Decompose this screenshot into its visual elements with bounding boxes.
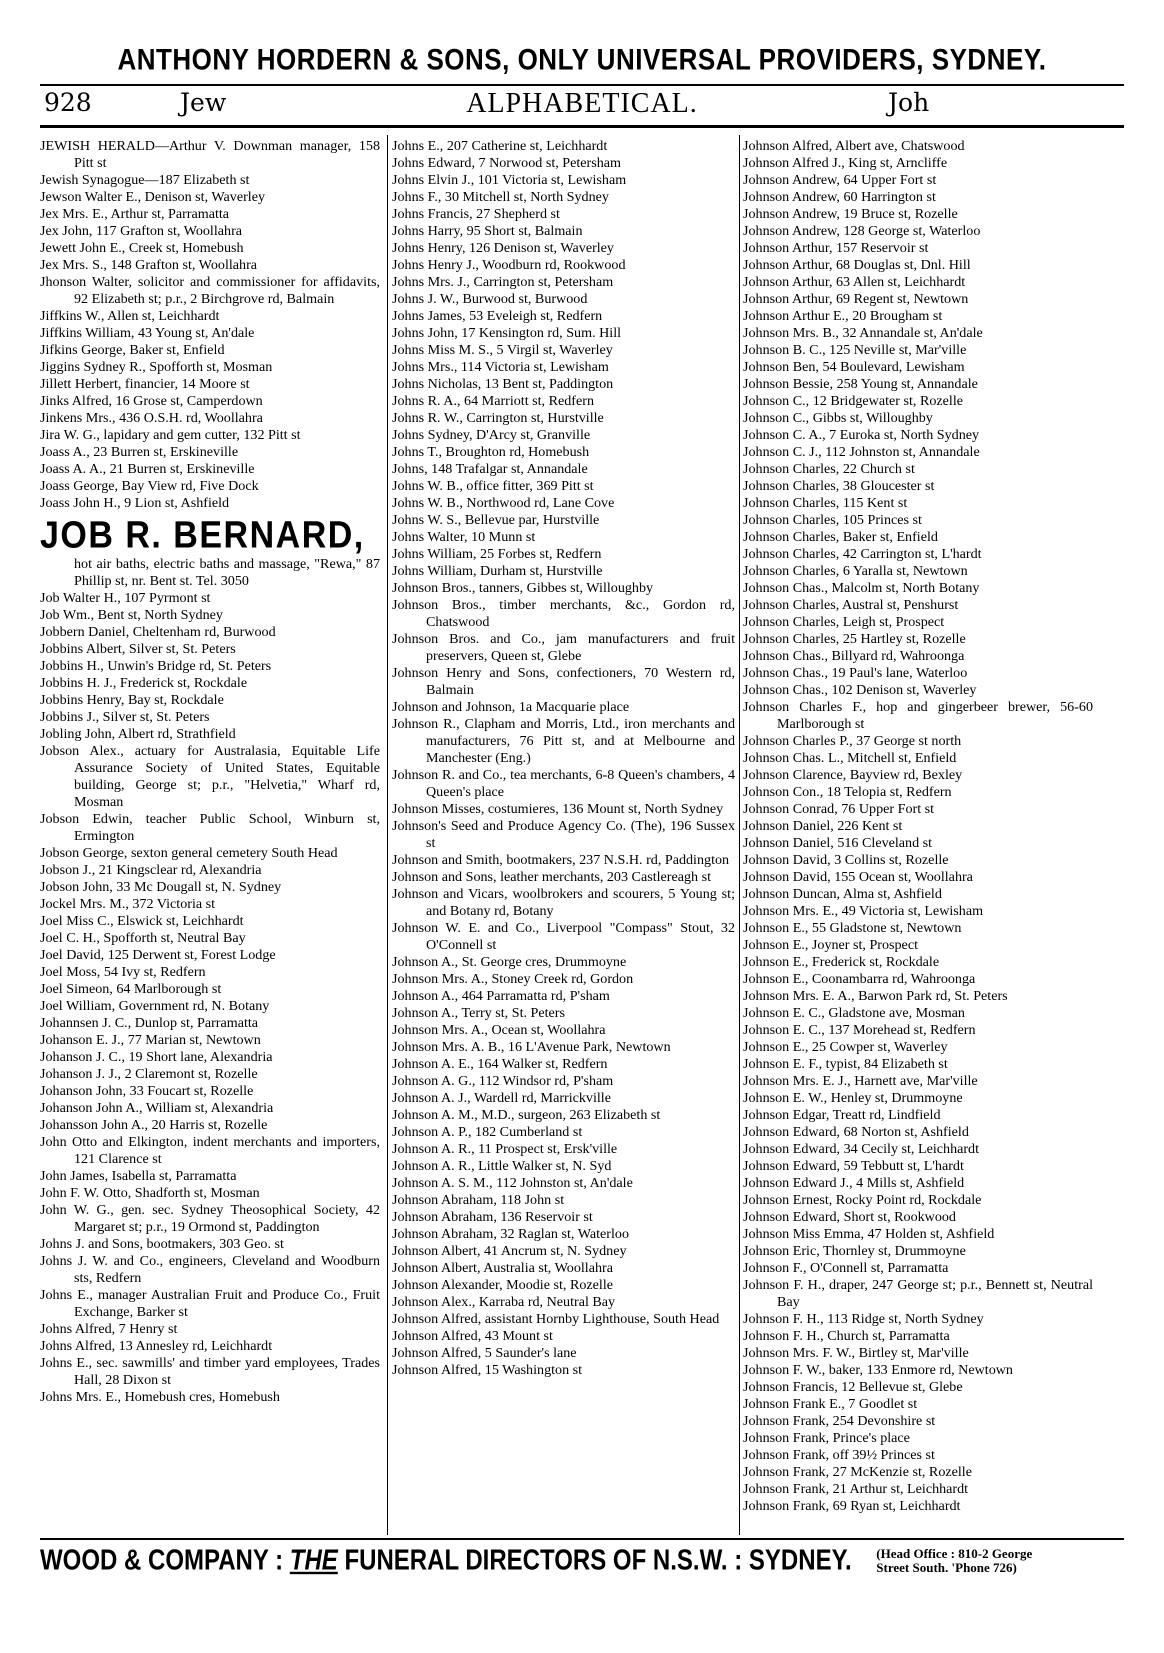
directory-entry: Johnson A., 464 Parramatta rd, P'sham <box>392 988 610 1004</box>
directory-entry: Johnson Edgar, Treatt rd, Lindfield <box>743 1107 941 1123</box>
directory-entry: Jira W. G., lapidary and gem cutter, 132 Pitt st <box>40 427 301 443</box>
directory-entry: Johnson Bros., tanners, Gibbes st, Willoughby <box>392 580 654 596</box>
directory-entry: Johns J. W., Burwood st, Burwood <box>392 291 588 307</box>
directory-entry: Johnson Daniel, 226 Kent st <box>743 818 903 834</box>
directory-entry: Johns Harry, 95 Short st, Balmain <box>392 223 583 239</box>
advert-banner: ANTHONY HORDERN & SONS, ONLY UNIVERSAL PROVIDERS, SYDNEY. <box>117 41 1047 77</box>
footer-office-line-1: (Head Office : 810-2 George <box>876 1545 1033 1561</box>
directory-entry: Johnson Bessie, 258 Young st, Annandale <box>743 376 978 392</box>
directory-entry: Johns E., sec. sawmills' and timber yard employees, Trades Hall, 28 Dixon st <box>40 1355 380 1388</box>
directory-entry: Johnson Albert, Australia st, Woollahra <box>392 1260 613 1276</box>
directory-entry: Johnson Henry and Sons, confectioners, 70 Western rd, Balmain <box>392 665 735 698</box>
directory-entry: Joel Miss C., Elswick st, Leichhardt <box>40 913 244 929</box>
directory-entry: Johnson E., Frederick st, Rockdale <box>743 954 940 970</box>
directory-entry: Johnson Mrs. F. W., Birtley st, Mar'ville <box>743 1345 969 1361</box>
directory-entry: Johnson's Seed and Produce Agency Co. (The), 196 Sussex st <box>392 818 735 851</box>
directory-entry: Johnson C. J., 112 Johnston st, Annandale <box>743 444 980 460</box>
directory-entry: Johnson Charles, 115 Kent st <box>743 495 908 511</box>
directory-entry: Johnson Chas., 102 Denison st, Waverley <box>743 682 977 698</box>
directory-entry: Johnson A. M., M.D., surgeon, 263 Elizabeth st <box>392 1107 661 1123</box>
directory-entry: Johnson Abraham, 118 John st <box>392 1192 565 1208</box>
directory-entry: Johnson Frank, Prince's place <box>743 1430 910 1446</box>
directory-entry: Johnson Alfred J., King st, Arncliffe <box>743 155 948 171</box>
directory-entry: Johnson A. E., 164 Walker st, Redfern <box>392 1056 608 1072</box>
directory-entry: Johnson Mrs. A., Ocean st, Woollahra <box>392 1022 606 1038</box>
directory-entry: Johnson E. W., Henley st, Drummoyne <box>743 1090 963 1106</box>
directory-entry: Joel Moss, 54 Ivy st, Redfern <box>40 964 206 980</box>
directory-entry: Johanson J. C., 19 Short lane, Alexandria <box>40 1049 273 1065</box>
directory-entry: Johns William, 25 Forbes st, Redfern <box>392 546 602 562</box>
directory-entry: Johannsen J. C., Dunlop st, Parramatta <box>40 1015 259 1031</box>
directory-entry: Johns Nicholas, 13 Bent st, Paddington <box>392 376 614 392</box>
directory-entry: Joass A., 23 Burren st, Erskineville <box>40 444 239 460</box>
directory-entry: Johnson A. P., 182 Cumberland st <box>392 1124 583 1140</box>
directory-entry: Johnson R. and Co., tea merchants, 6-8 Queen's chambers, 4 Queen's place <box>392 767 735 800</box>
directory-entry: John W. G., gen. sec. Sydney Theosophical Society, 42 Margaret st; p.r., 19 Ormond st, Paddington <box>40 1202 380 1235</box>
directory-entry: Johnson A. J., Wardell rd, Marrickville <box>392 1090 611 1106</box>
directory-entry: Johnson Charles, 105 Princes st <box>743 512 922 528</box>
directory-entry: Johnson David, 155 Ocean st, Woollahra <box>743 869 973 885</box>
directory-entry: Jex John, 117 Grafton st, Woollahra <box>40 223 243 239</box>
directory-entry: Johns Alfred, 7 Henry st <box>40 1321 178 1337</box>
directory-entry: Johnson A. G., 112 Windsor rd, P'sham <box>392 1073 614 1089</box>
directory-entry: Johnson F. H., draper, 247 George st; p.r., Bennett st, Neutral Bay <box>743 1277 1093 1310</box>
directory-entry: Johnson Frank, 69 Ryan st, Leichhardt <box>743 1498 961 1514</box>
directory-entry: Johnson C. A., 7 Euroka st, North Sydney <box>743 427 980 443</box>
directory-entry: Jewish Synagogue—187 Elizabeth st <box>40 172 250 188</box>
directory-entry: Johnson Frank, 254 Devonshire st <box>743 1413 936 1429</box>
directory-entry: Johnson and Sons, leather merchants, 203 Castlereagh st <box>392 869 712 885</box>
directory-entry: Johnson Edward, 68 Norton st, Ashfield <box>743 1124 969 1140</box>
footer-rule <box>40 1538 1124 1540</box>
directory-entry: Johnson Alfred, assistant Hornby Lighthouse, South Head <box>392 1311 720 1327</box>
directory-entry: Johnson Mrs. A. B., 16 L'Avenue Park, Newtown <box>392 1039 671 1055</box>
directory-entry: Johnson F. W., baker, 133 Enmore rd, Newtown <box>743 1362 1013 1378</box>
directory-entry: Johns Francis, 27 Shepherd st <box>392 206 560 222</box>
directory-entry: Jobbins H. J., Frederick st, Rockdale <box>40 675 248 691</box>
directory-entry: Johnson A. R., Little Walker st, N. Syd <box>392 1158 612 1174</box>
column-1 <box>40 138 380 1536</box>
directory-entry: Jewett John E., Creek st, Homebush <box>40 240 244 256</box>
directory-entry: Johnson Conrad, 76 Upper Fort st <box>743 801 935 817</box>
directory-entry: Johnson C., 12 Bridgewater st, Rozelle <box>743 393 963 409</box>
directory-entry: Jinks Alfred, 16 Grose st, Camperdown <box>40 393 263 409</box>
directory-entry: Johnson B. C., 125 Neville st, Mar'ville <box>743 342 967 358</box>
footer-main-the: THE <box>289 1543 338 1577</box>
column-3 <box>743 138 1093 1536</box>
directory-entry: Johns Sydney, D'Arcy st, Granville <box>392 427 591 443</box>
directory-entry: Johnson E., Joyner st, Prospect <box>743 937 918 953</box>
directory-entry: Johnson Charles, Baker st, Enfield <box>743 529 938 545</box>
directory-entry: Johns Mrs. J., Carrington st, Petersham <box>392 274 614 290</box>
directory-entry: Jobbins H., Unwin's Bridge rd, St. Peters <box>40 658 272 674</box>
directory-entry: Johnson Mrs. B., 32 Annandale st, An'dale <box>743 325 983 341</box>
banner-rule <box>40 84 1124 86</box>
directory-entry: Johnson A. S. M., 112 Johnston st, An'dale <box>392 1175 633 1191</box>
directory-entry: Johanson John, 33 Foucart st, Rozelle <box>40 1083 254 1099</box>
directory-entry: Johns Mrs., 114 Victoria st, Lewisham <box>392 359 609 375</box>
directory-entry: Johnson Abraham, 136 Reservoir st <box>392 1209 593 1225</box>
directory-entry: Johnson Abraham, 32 Raglan st, Waterloo <box>392 1226 629 1242</box>
directory-entry: Jobson George, sexton general cemetery South Head <box>40 845 338 861</box>
directory-entry: Johnson Chas., 19 Paul's lane, Waterloo <box>743 665 968 681</box>
directory-entry: JEWISH HERALD—Arthur V. Downman manager, 158 Pitt st <box>40 138 380 171</box>
directory-entry: Johnson F., O'Connell st, Parramatta <box>743 1260 949 1276</box>
directory-entry: Johns E., manager Australian Fruit and Produce Co., Fruit Exchange, Barker st <box>40 1287 380 1320</box>
directory-entry: Johnson Clarence, Bayview rd, Bexley <box>743 767 963 783</box>
directory-entry: Jex Mrs. E., Arthur st, Parramatta <box>40 206 230 222</box>
directory-entry: Johnson Chas. L., Mitchell st, Enfield <box>743 750 957 766</box>
directory-entry: Johnson C., Gibbs st, Willoughby <box>743 410 933 426</box>
page-title: ALPHABETICAL. <box>466 88 698 119</box>
directory-entry: Joass John H., 9 Lion st, Ashfield <box>40 495 230 511</box>
directory-entry: Johnson Bros., timber merchants, &c., Gordon rd, Chatswood <box>392 597 735 630</box>
page-number: 928 <box>44 88 92 117</box>
display-advert-name: JOB R. BERNARD, <box>40 514 365 557</box>
directory-entry: Johnson Arthur, 157 Reservoir st <box>743 240 929 256</box>
directory-entry: John F. W. Otto, Shadforth st, Mosman <box>40 1185 260 1201</box>
directory-entry: Johnson Alfred, 5 Saunder's lane <box>392 1345 577 1361</box>
footer-office-line-2: Street South. 'Phone 726) <box>876 1559 1017 1575</box>
directory-entry: Johns Elvin J., 101 Victoria st, Lewisham <box>392 172 627 188</box>
directory-entry: Johnson Arthur E., 20 Brougham st <box>743 308 943 324</box>
directory-entry: Johnson Charles, 22 Church st <box>743 461 915 477</box>
directory-entry: Johnson Alfred, 43 Mount st <box>392 1328 553 1344</box>
directory-entry: Johnson A., St. George cres, Drummoyne <box>392 954 627 970</box>
directory-entry: Johnson Andrew, 64 Upper Fort st <box>743 172 937 188</box>
directory-entry: Job Walter H., 107 Pyrmont st <box>40 590 211 606</box>
directory-entry: Johns W. B., office fitter, 369 Pitt st <box>392 478 594 494</box>
directory-entry: Jewson Walter E., Denison st, Waverley <box>40 189 266 205</box>
directory-entry: Johns R. W., Carrington st, Hurstville <box>392 410 604 426</box>
directory-entry: Jiffkins W., Allen st, Leichhardt <box>40 308 220 324</box>
directory-entry: Johnson E., 25 Cowper st, Waverley <box>743 1039 948 1055</box>
directory-entry: Johns W. B., Northwood rd, Lane Cove <box>392 495 615 511</box>
directory-entry: Johnson Mrs. E. J., Harnett ave, Mar'ville <box>743 1073 978 1089</box>
display-advert-details: hot air baths, electric baths and massage, "Rewa," 87 Phillip st, nr. Bent st. Tel. 3050 <box>74 556 380 589</box>
directory-entry: Johnson Miss Emma, 47 Holden st, Ashfield <box>743 1226 995 1242</box>
directory-entry: Jobbins Henry, Bay st, Rockdale <box>40 692 224 708</box>
right-guide-word: Joh <box>888 88 930 117</box>
column-divider-1 <box>387 135 388 1535</box>
directory-entry: Johnson E., 55 Gladstone st, Newtown <box>743 920 962 936</box>
directory-entry: Johnson Edward, Short st, Rookwood <box>743 1209 956 1225</box>
directory-entry: Johnson Charles F., hop and gingerbeer brewer, 56-60 Marlborough st <box>743 699 1093 732</box>
directory-entry: John James, Isabella st, Parramatta <box>40 1168 237 1184</box>
directory-entry: Johnson E., Coonambarra rd, Wahroonga <box>743 971 976 987</box>
directory-entry: Johanson E. J., 77 Marian st, Newtown <box>40 1032 261 1048</box>
directory-entry: Johnson Frank, off 39½ Princes st <box>743 1447 935 1463</box>
header-rule <box>40 125 1124 128</box>
directory-entry: Johnson Charles, 38 Gloucester st <box>743 478 935 494</box>
directory-entry: Jifkins George, Baker st, Enfield <box>40 342 225 358</box>
directory-entry: Johns R. A., 64 Marriott st, Redfern <box>392 393 594 409</box>
directory-entry: Johns Mrs. E., Homebush cres, Homebush <box>40 1389 280 1405</box>
column-divider-2 <box>739 135 740 1535</box>
directory-entry: Johnson Mrs. A., Stoney Creek rd, Gordon <box>392 971 634 987</box>
directory-entry: Johns Henry, 126 Denison st, Waverley <box>392 240 614 256</box>
directory-entry: Joel David, 125 Derwent st, Forest Lodge <box>40 947 276 963</box>
directory-entry: Johnson Frank E., 7 Goodlet st <box>743 1396 918 1412</box>
directory-entry: Jobling John, Albert rd, Strathfield <box>40 726 236 742</box>
directory-entry: Johnson Mrs. E. A., Barwon Park rd, St. Peters <box>743 988 1008 1004</box>
directory-entry: Johns Miss M. S., 5 Virgil st, Waverley <box>392 342 613 358</box>
directory-entry: Johnson E. C., Gladstone ave, Mosman <box>743 1005 965 1021</box>
directory-entry: Johnson F. H., 113 Ridge st, North Sydney <box>743 1311 984 1327</box>
directory-entry: Jobson John, 33 Mc Dougall st, N. Sydney <box>40 879 282 895</box>
directory-entry: Johnson Charles, Austral st, Penshurst <box>743 597 959 613</box>
directory-entry: Johnson Alfred, 15 Washington st <box>392 1362 583 1378</box>
directory-entry: Johnson Alfred, Albert ave, Chatswood <box>743 138 965 154</box>
directory-entry: Johnson Chas., Billyard rd, Wahroonga <box>743 648 965 664</box>
directory-entry: Johnson Arthur, 63 Allen st, Leichhardt <box>743 274 966 290</box>
directory-entry: Johns Walter, 10 Munn st <box>392 529 536 545</box>
left-guide-word: Jew <box>180 88 227 117</box>
directory-entry: Jobson J., 21 Kingsclear rd, Alexandria <box>40 862 262 878</box>
directory-entry: Jhonson Walter, solicitor and commissioner for affidavits, 92 Elizabeth st; p.r., 2 Birchgrove rd, Balmain <box>40 274 380 307</box>
directory-entry: Johnson W. E. and Co., Liverpool "Compass" Stout, 32 O'Connell st <box>392 920 735 953</box>
directory-entry: Johns T., Broughton rd, Homebush <box>392 444 590 460</box>
directory-entry: Job Wm., Bent st, North Sydney <box>40 607 223 623</box>
directory-entry: Johnson and Vicars, woolbrokers and scourers, 5 Young st; and Botany rd, Botany <box>392 886 735 919</box>
directory-entry: Johnson Alexander, Moodie st, Rozelle <box>392 1277 613 1293</box>
directory-entry: Johnson David, 3 Collins st, Rozelle <box>743 852 949 868</box>
directory-entry: Johnson and Smith, bootmakers, 237 N.S.H. rd, Paddington <box>392 852 730 868</box>
directory-entry: Johnson Ernest, Rocky Point rd, Rockdale <box>743 1192 982 1208</box>
directory-entry: Joass A. A., 21 Burren st, Erskineville <box>40 461 255 477</box>
footer-head-office <box>876 1547 1032 1575</box>
directory-entry: Johnson Charles, Leigh st, Prospect <box>743 614 945 630</box>
directory-entry: Jobbins J., Silver st, St. Peters <box>40 709 210 725</box>
directory-entry: Jobbins Albert, Silver st, St. Peters <box>40 641 236 657</box>
directory-entry: Jiggins Sydney R., Spofforth st, Mosman <box>40 359 273 375</box>
directory-entry: Johnson Arthur, 69 Regent st, Newtown <box>743 291 969 307</box>
directory-entry: Johns Henry J., Woodburn rd, Rookwood <box>392 257 626 273</box>
footer-advert <box>40 1543 1130 1596</box>
directory-entry: Johnson Bros. and Co., jam manufacturers and fruit preservers, Queen st, Glebe <box>392 631 735 664</box>
directory-entry: Johns J. W. and Co., engineers, Cleveland and Woodburn sts, Redfern <box>40 1253 380 1286</box>
directory-entry: Johns Edward, 7 Norwood st, Petersham <box>392 155 621 171</box>
directory-entry: Johnson Misses, costumieres, 136 Mount st, North Sydney <box>392 801 724 817</box>
footer-main <box>40 1544 852 1578</box>
directory-entry: Johansson John A., 20 Harris st, Rozelle <box>40 1117 268 1133</box>
column-2 <box>392 138 735 1536</box>
directory-entry: Johnson Mrs. E., 49 Victoria st, Lewisham <box>743 903 984 919</box>
directory-entry: Johns James, 53 Eveleigh st, Redfern <box>392 308 603 324</box>
directory-entry: Joel William, Government rd, N. Botany <box>40 998 270 1014</box>
directory-entry: Johns F., 30 Mitchell st, North Sydney <box>392 189 609 205</box>
directory-entry: Johns W. S., Bellevue par, Hurstville <box>392 512 600 528</box>
directory-entry: Johnson Duncan, Alma st, Ashfield <box>743 886 942 902</box>
directory-entry: Joel Simeon, 64 Marlborough st <box>40 981 222 997</box>
directory-entry: Johnson Edward, 59 Tebbutt st, L'hardt <box>743 1158 964 1174</box>
directory-entry: Johnson R., Clapham and Morris, Ltd., iron merchants and manufacturers, 76 Pitt st, and at Melbourne and Manchester (Eng.) <box>392 716 735 766</box>
directory-entry: Johnson Andrew, 60 Harrington st <box>743 189 936 205</box>
directory-entry: Jex Mrs. S., 148 Grafton st, Woollahra <box>40 257 258 273</box>
directory-entry: Johnson Charles P., 37 George st north <box>743 733 962 749</box>
directory-entry: Johnson Charles, 6 Yaralla st, Newtown <box>743 563 968 579</box>
directory-entry: Johnson Con., 18 Telopia st, Redfern <box>743 784 952 800</box>
directory-entry: Jobson Edwin, teacher Public School, Winburn st, Ermington <box>40 811 380 844</box>
directory-entry: Johnson Eric, Thornley st, Drummoyne <box>743 1243 966 1259</box>
directory-entry: Jiffkins William, 43 Young st, An'dale <box>40 325 255 341</box>
directory-entry: Johnson F. H., Church st, Parramatta <box>743 1328 950 1344</box>
directory-entry: Johnson Andrew, 128 George st, Waterloo <box>743 223 981 239</box>
footer-main-before: WOOD & COMPANY : <box>40 1543 290 1577</box>
directory-entry: Johns Alfred, 13 Annesley rd, Leichhardt <box>40 1338 273 1354</box>
directory-entry: Johnson Frank, 27 McKenzie st, Rozelle <box>743 1464 972 1480</box>
directory-entry: Johnson A., Terry st, St. Peters <box>392 1005 565 1021</box>
directory-entry: Johnson Francis, 12 Bellevue st, Glebe <box>743 1379 963 1395</box>
directory-entry: Johnson and Johnson, 1a Macquarie place <box>392 699 630 715</box>
directory-entry: Johnson Charles, 25 Hartley st, Rozelle <box>743 631 966 647</box>
directory-entry: Johns E., 207 Catherine st, Leichhardt <box>392 138 608 154</box>
directory-entry: Johnson Daniel, 516 Cleveland st <box>743 835 933 851</box>
footer-main-after: FUNERAL DIRECTORS OF N.S.W. : SYDNEY. <box>337 1543 852 1577</box>
directory-entry: John Otto and Elkington, indent merchants and importers, 121 Clarence st <box>40 1134 380 1167</box>
directory-entry: Johnson Edward, 34 Cecily st, Leichhardt <box>743 1141 980 1157</box>
directory-entry: Jillett Herbert, financier, 14 Moore st <box>40 376 250 392</box>
directory-entry: Johns William, Durham st, Hurstville <box>392 563 603 579</box>
directory-entry: Jobson Alex., actuary for Australasia, Equitable Life Assurance Society of United States, Equitable building, George st; p.r., "Helvetia," Wharf rd, Mosman <box>40 743 380 810</box>
directory-entry: Johnson Chas., Malcolm st, North Botany <box>743 580 980 596</box>
directory-entry: Johnson Albert, 41 Ancrum st, N. Sydney <box>392 1243 627 1259</box>
directory-entry: Johnson E. F., typist, 84 Elizabeth st <box>743 1056 948 1072</box>
directory-entry: Jinkens Mrs., 436 O.S.H. rd, Woollahra <box>40 410 263 426</box>
directory-entry: Johnson Edward J., 4 Mills st, Ashfield <box>743 1175 965 1191</box>
directory-entry: Johns John, 17 Kensington rd, Sum. Hill <box>392 325 622 341</box>
directory-entry: Johnson Frank, 21 Arthur st, Leichhardt <box>743 1481 969 1497</box>
directory-entry: Johns J. and Sons, bootmakers, 303 Geo. st <box>40 1236 284 1252</box>
directory-entry: Johanson J. J., 2 Claremont st, Rozelle <box>40 1066 258 1082</box>
directory-entry: Johnson A. R., 11 Prospect st, Ersk'ville <box>392 1141 618 1157</box>
directory-entry: Johnson E. C., 137 Morehead st, Redfern <box>743 1022 976 1038</box>
directory-entry: Johnson Charles, 42 Carrington st, L'hardt <box>743 546 982 562</box>
directory-entry: Johanson John A., William st, Alexandria <box>40 1100 274 1116</box>
directory-entry: Johnson Arthur, 68 Douglas st, Dnl. Hill <box>743 257 971 273</box>
directory-entry: Joass George, Bay View rd, Five Dock <box>40 478 259 494</box>
directory-entry: Johns, 148 Trafalgar st, Annandale <box>392 461 588 477</box>
directory-entry: Johnson Andrew, 19 Bruce st, Rozelle <box>743 206 958 222</box>
directory-entry: Jockel Mrs. M., 372 Victoria st <box>40 896 216 912</box>
directory-entry: Johnson Alex., Karraba rd, Neutral Bay <box>392 1294 616 1310</box>
directory-entry: Jobbern Daniel, Cheltenham rd, Burwood <box>40 624 276 640</box>
directory-entry: Johnson Ben, 54 Boulevard, Lewisham <box>743 359 965 375</box>
directory-entry: Joel C. H., Spofforth st, Neutral Bay <box>40 930 246 946</box>
